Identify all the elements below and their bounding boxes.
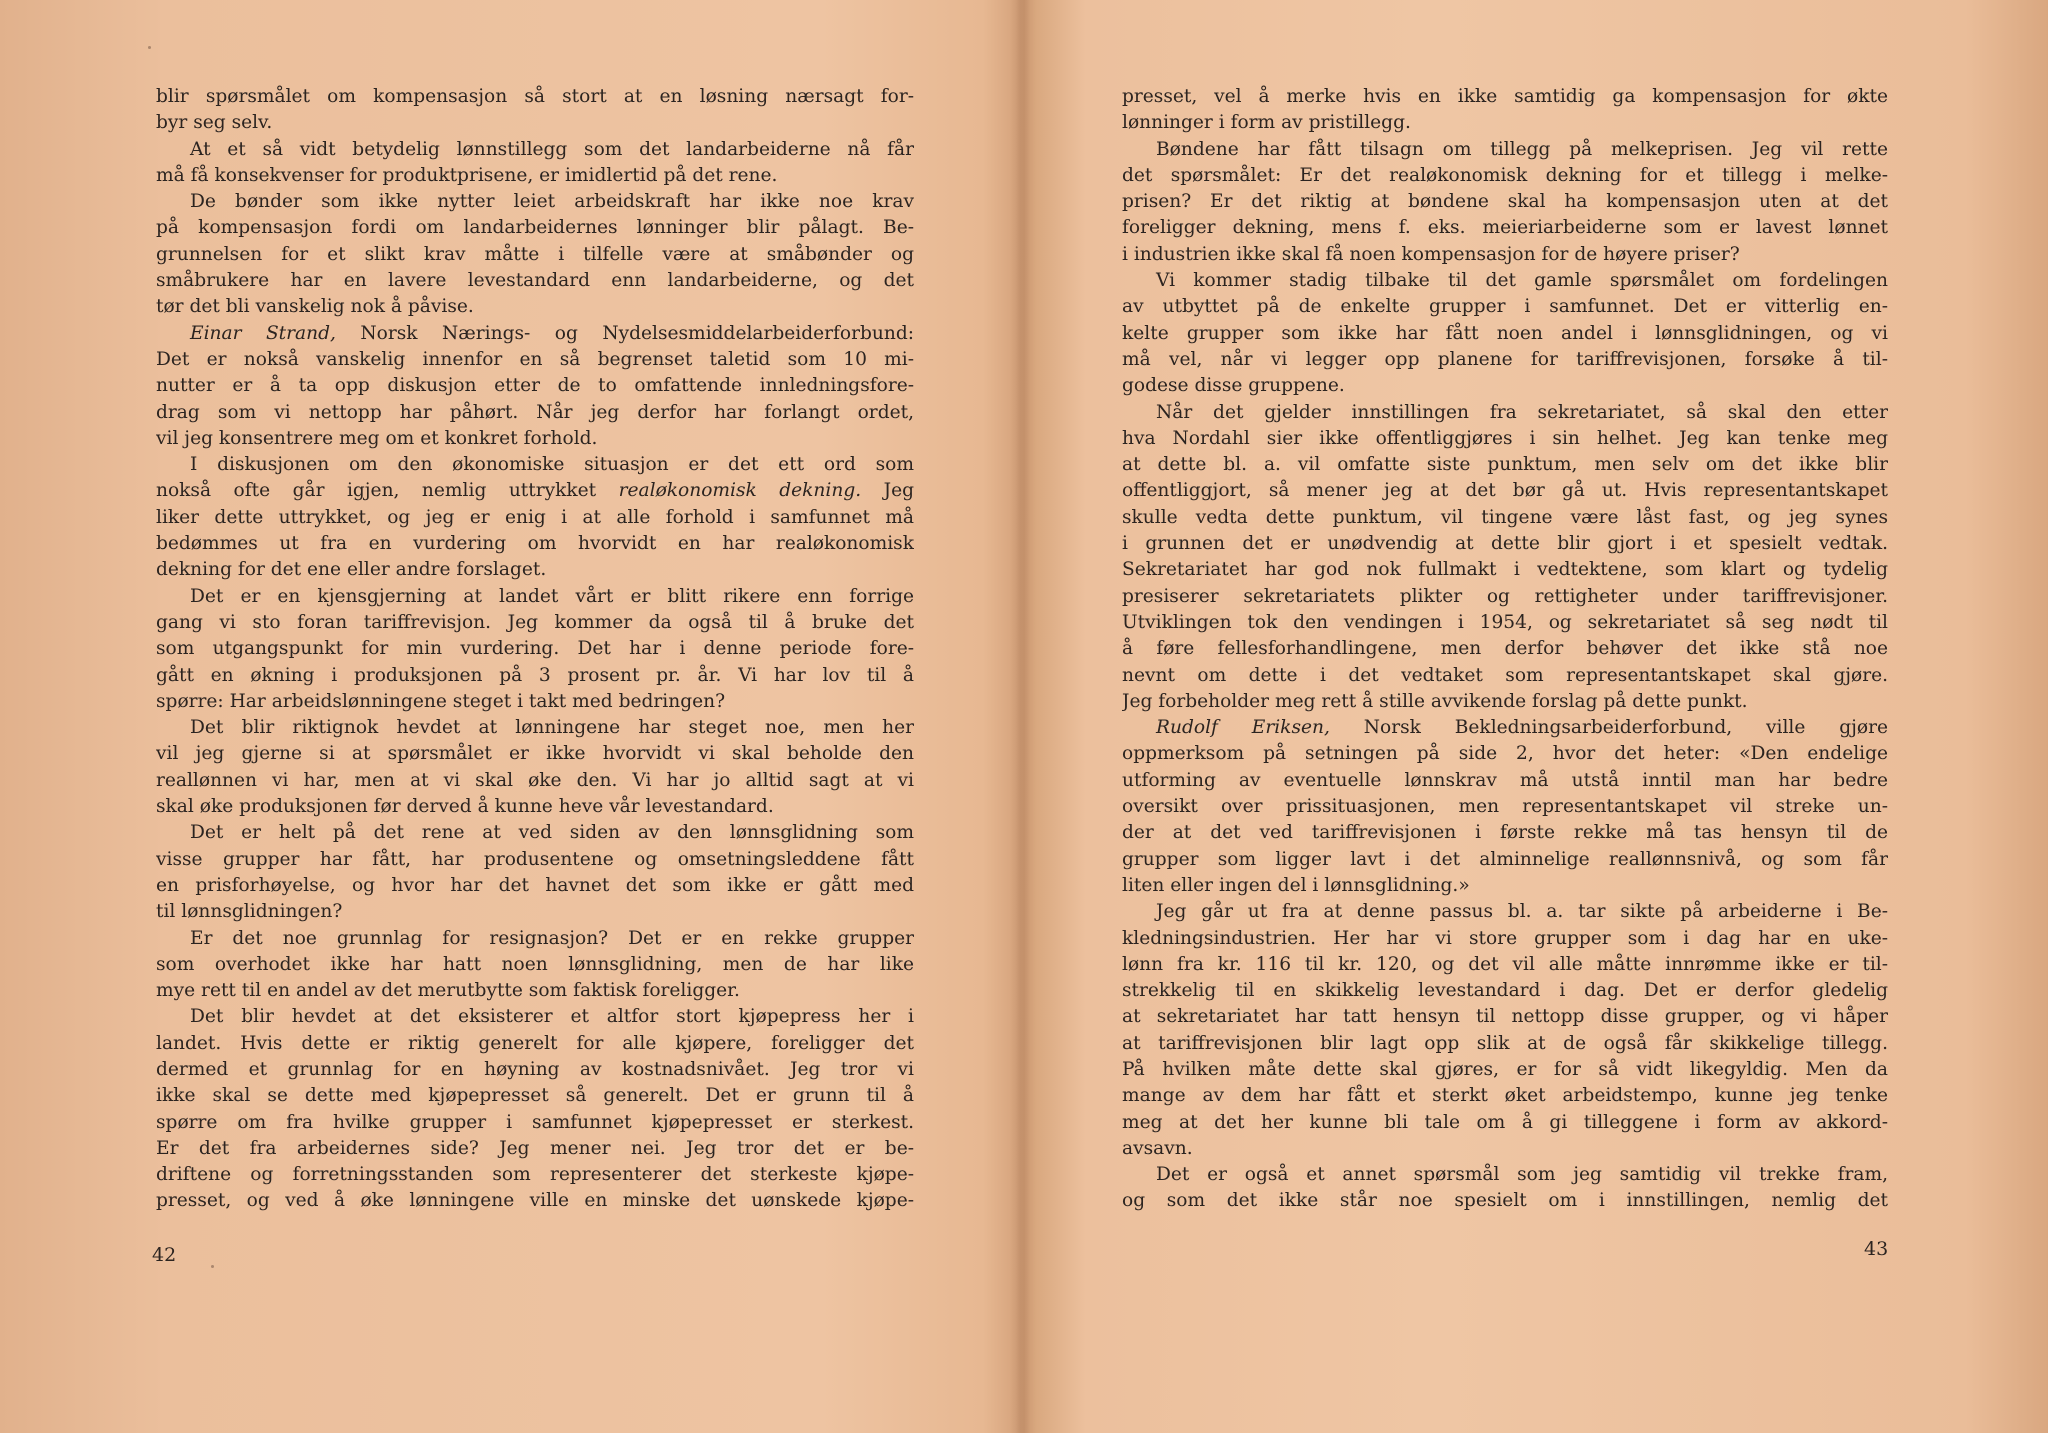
- text-line: grunnelsen for et slikt krav måtte i tilfelle være at småbønder og: [156, 243, 914, 265]
- text-line: Rudolf Eriksen, Norsk Bekledningsarbeiderforbund, ville gjøre: [1156, 717, 1888, 739]
- page-number-left: 42: [152, 1244, 177, 1266]
- text-line: gang vi sto foran tariffrevisjon. Jeg kommer da også til å bruke det: [156, 611, 914, 633]
- text-line: Bøndene har fått tilsagn om tillegg på melkeprisen. Jeg vil rette: [1156, 138, 1888, 160]
- text-line: Det er helt på det rene at ved siden av den lønnsglidning som: [190, 822, 914, 844]
- text-line: presset, vel å merke hvis en ikke samtidig ga kompensasjon for økte: [1122, 86, 1888, 107]
- text-line: Einar Strand, Norsk Nærings- og Nydelsesmiddelarbeiderforbund:: [190, 322, 914, 344]
- text-line: mye rett til en andel av det merutbytte som faktisk foreligger.: [156, 980, 740, 1002]
- text-line: visse grupper har fått, har produsentene og omsetningsleddene fått: [156, 848, 914, 870]
- text-line: oversikt over prissituasjonen, men representantskapet vil streke un-: [1122, 796, 1888, 818]
- text-line: At et så vidt betydelig lønnstillegg som det landarbeiderne nå får: [190, 138, 914, 160]
- text-line: av utbyttet på de enkelte grupper i samfunnet. Det er vitterlig en-: [1122, 296, 1888, 318]
- text-line: dekning for det ene eller andre forslaget.: [156, 559, 547, 581]
- text-line: foreligger dekning, mens f. eks. meieriarbeiderne som er lavest lønnet: [1122, 217, 1888, 239]
- paper-speck: [148, 46, 151, 49]
- emphasized-term: realøkonomisk dekning.: [618, 480, 862, 502]
- text-line: i industrien ikke skal få noen kompensasjon for de høyere priser?: [1122, 243, 1740, 265]
- text-line: reallønnen vi har, men at vi skal øke den. Vi har jo alltid sagt at vi: [156, 769, 914, 791]
- text-line: De bønder som ikke nytter leiet arbeidskraft har ikke noe krav: [190, 191, 914, 213]
- text-line: vil jeg gjerne si at spørsmålet er ikke hvorvidt vi skal beholde den: [156, 743, 914, 765]
- text-line: Vi kommer stadig tilbake til det gamle spørsmålet om fordelingen: [1156, 270, 1888, 292]
- text-line: dermed et grunnlag for en høyning av kostnadsnivået. Jeg tror vi: [156, 1058, 914, 1080]
- book-fold: [1010, 0, 1030, 1433]
- speaker-name: Rudolf Eriksen,: [1156, 717, 1330, 739]
- speaker-name: Einar Strand,: [190, 322, 336, 344]
- text-line: nokså ofte går igjen, nemlig uttrykket realøkonomisk dekning. Jeg: [156, 480, 914, 502]
- text-line: Det er en kjensgjerning at landet vårt er blitt rikere enn forrige: [190, 585, 914, 607]
- text-line: må få konsekvenser for produktprisene, er imidlertid på det rene.: [156, 164, 778, 186]
- text-line: presset, og ved å øke lønningene ville en minske det uønskede kjøpe-: [156, 1190, 914, 1212]
- text-line: utforming av eventuelle lønnskrav må utstå inntil man har bedre: [1122, 769, 1888, 791]
- text-line: godese disse gruppene.: [1122, 375, 1345, 397]
- text-line: å føre fellesforhandlingene, men derfor behøver det ikke stå noe: [1122, 638, 1888, 660]
- text-line: som utgangspunkt for min vurdering. Det har i denne periode fore-: [156, 638, 914, 660]
- text-line: grupper som ligger lavt i det alminnelige reallønnsnivå, og som får: [1122, 848, 1888, 870]
- text-line: der at det ved tariffrevisjonen i første rekke må tas hensyn til de: [1122, 822, 1888, 844]
- text-line: vil jeg konsentrere meg om et konkret forhold.: [156, 427, 598, 449]
- text-line: drag som vi nettopp har påhørt. Når jeg derfor har forlangt ordet,: [156, 401, 914, 423]
- text-line: landet. Hvis dette er riktig generelt for alle kjøpere, foreligger det: [156, 1032, 914, 1054]
- text-line: driftene og forretningsstanden som representerer det sterkeste kjøpe-: [156, 1164, 914, 1186]
- page-number-right: 43: [1864, 1238, 1889, 1260]
- text-line: Er det fra arbeidernes side? Jeg mener nei. Jeg tror det er be-: [156, 1137, 914, 1159]
- text-line: ikke skal se dette med kjøpepresset så generelt. Det er grunn til å: [156, 1085, 914, 1107]
- text-line: som overhodet ikke har hatt noen lønnsglidning, men de har like: [156, 953, 914, 975]
- text-line: tør det bli vanskelig nok å påvise.: [156, 296, 474, 318]
- text-line: I diskusjonen om den økonomiske situasjon er det ett ord som: [190, 454, 914, 476]
- text-line: Det blir hevdet at det eksisterer et altfor stort kjøpepress her i: [190, 1006, 914, 1028]
- text-line: avsavn.: [1122, 1137, 1193, 1159]
- text-line: lønn fra kr. 116 til kr. 120, og det vil alle måtte innrømme ikke er til-: [1122, 953, 1888, 975]
- text-line: nutter er å ta opp diskusjon etter de to omfattende innledningsfore-: [156, 375, 914, 397]
- text-line: og som det ikke står noe spesielt om i innstillingen, nemlig det: [1122, 1190, 1888, 1212]
- text-line: at tariffrevisjonen blir lagt opp slik at de også får skikkelige tillegg.: [1122, 1032, 1888, 1054]
- text-line: Jeg går ut fra at denne passus bl. a. tar sikte på arbeiderne i Be-: [1156, 901, 1888, 923]
- text-line: Sekretariatet har god nok fullmakt i vedtektene, som klart og tydelig: [1122, 559, 1888, 581]
- text-line: Er det noe grunnlag for resignasjon? Det er en rekke grupper: [190, 927, 914, 949]
- text-line: På hvilken måte dette skal gjøres, er for så vidt likegyldig. Men da: [1122, 1058, 1888, 1080]
- text-line: Når det gjelder innstillingen fra sekretariatet, så skal den etter: [1156, 401, 1888, 423]
- text-line: skal øke produksjonen før derved å kunne heve vår levestandard.: [156, 796, 774, 818]
- text-line: kledningsindustrien. Her har vi store grupper som i dag har en uke-: [1122, 927, 1888, 949]
- text-line: lønninger i form av pristillegg.: [1122, 112, 1411, 134]
- paper-speck: [211, 1265, 214, 1268]
- text-line: til lønnsglidningen?: [156, 901, 343, 923]
- text-line: småbrukere har en lavere levestandard enn landarbeiderne, og det: [156, 270, 914, 292]
- text-line: Det er nokså vanskelig innenfor en så begrenset taletid som 10 mi-: [156, 348, 914, 370]
- text-line: nevnt om dette i det vedtaket som representantskapet skal gjøre.: [1122, 664, 1888, 686]
- text-line: byr seg selv.: [156, 112, 273, 134]
- text-line: at sekretariatet har tatt hensyn til nettopp disse grupper, og vi håper: [1122, 1006, 1888, 1028]
- text-line: strekkelig til en skikkelig levestandard i dag. Det er derfor gledelig: [1122, 980, 1888, 1002]
- text-line: på kompensasjon fordi om landarbeidernes lønninger blir pålagt. Be-: [156, 217, 914, 239]
- text-line: Jeg forbeholder meg rett å stille avvikende forslag på dette punkt.: [1122, 690, 1748, 712]
- text-line: prisen? Er det riktig at bøndene skal ha kompensasjon uten at det: [1122, 191, 1888, 213]
- text-line: blir spørsmålet om kompensasjon så stort at en løsning nærsagt for-: [156, 86, 914, 107]
- text-line: at dette bl. a. vil omfatte siste punktum, men selv om det ikke blir: [1122, 454, 1888, 476]
- text-line: skulle vedta dette punktum, vil tingene være låst fast, og jeg synes: [1122, 506, 1888, 528]
- text-line: Det er også et annet spørsmål som jeg samtidig vil trekke fram,: [1156, 1164, 1888, 1186]
- text-line: hva Nordahl sier ikke offentliggjøres i sin helhet. Jeg kan tenke meg: [1122, 427, 1888, 449]
- text-line: spørre: Har arbeidslønningene steget i takt med bedringen?: [156, 690, 726, 712]
- text-line: Det blir riktignok hevdet at lønningene har steget noe, men her: [190, 717, 914, 739]
- text-line: bedømmes ut fra en vurdering om hvorvidt en har realøkonomisk: [156, 533, 914, 555]
- text-line: mange av dem har fått et sterkt øket arbeidstempo, kunne jeg tenke: [1122, 1085, 1888, 1107]
- text-line: Utviklingen tok den vendingen i 1954, og sekretariatet så seg nødt til: [1122, 611, 1888, 633]
- right-page-text: [1122, 84, 1888, 1215]
- text-line: liten eller ingen del i lønnsglidning.»: [1122, 874, 1470, 896]
- text-line: oppmerksom på setningen på side 2, hvor det heter: «Den endelige: [1122, 743, 1888, 765]
- text-line: presiserer sekretariatets plikter og rettigheter under tariffrevisjoner.: [1122, 585, 1888, 607]
- text-line: gått en økning i produksjonen på 3 prosent pr. år. Vi har lov til å: [156, 664, 914, 686]
- text-line: må vel, når vi legger opp planene for tariffrevisjonen, forsøke å til-: [1122, 348, 1888, 370]
- text-line: en prisforhøyelse, og hvor har det havnet det som ikke er gått med: [156, 874, 914, 896]
- text-line: spørre om fra hvilke grupper i samfunnet kjøpepresset er sterkest.: [156, 1111, 914, 1133]
- text-line: i grunnen det er unødvendig at dette blir gjort i et spesielt vedtak.: [1122, 533, 1888, 555]
- text-line: offentliggjort, så mener jeg at det bør gå ut. Hvis representantskapet: [1122, 480, 1888, 502]
- text-line: liker dette uttrykket, og jeg er enig i at alle forhold i samfunnet må: [156, 506, 914, 528]
- text-line: kelte grupper som ikke har fått noen andel i lønnsglidningen, og vi: [1122, 322, 1888, 344]
- text-line: det spørsmålet: Er det realøkonomisk dekning for et tillegg i melke-: [1122, 164, 1888, 186]
- left-page-text: [156, 84, 914, 1215]
- text-line: meg at det her kunne bli tale om å gi tilleggene i form av akkord-: [1122, 1111, 1888, 1133]
